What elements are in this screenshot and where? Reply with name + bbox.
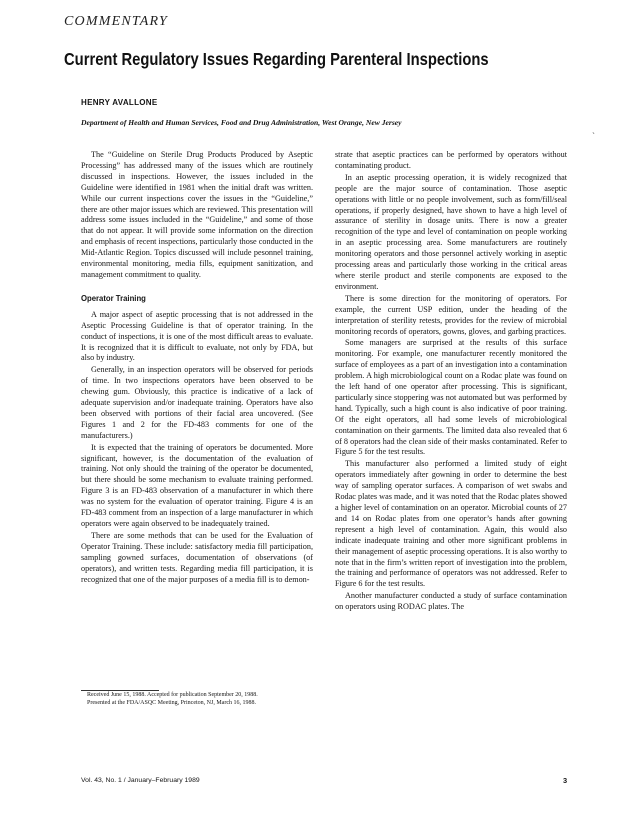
body-paragraph: In an aseptic processing operation, it is widely recognized that people are the major source of contamination. Those aseptic operations with little or no people involvement, such as form/fill/seal operations, if properly designed, have shown to have a high level of assurance of sterility in dosage units. There is now a greater recognition of the type and level of contamination on people working in an aseptic processing area. Some manufacturers are routinely monitoring operators and those personnel actively working in aseptic processing areas and particularly those working in the critical areas where sterile product and sterile components are exposed to the environment. [335,172,567,291]
body-paragraph: It is expected that the training of operators be documented. More significant, however, is the documentation of the evaluation of training. Not only should the training of the operator be documented, but there should be some mechanism to evaluate training performed. Figure 3 is an FD-483 observation of a manufacturer in which there was no system for the evaluation of operator training. Figure 4 is an FD-483 comment from an inspection of a large manufacturer in which operators were again observed to be inadequately trained. [81,442,313,528]
margin-mark: ˎ [592,124,595,134]
footnote-presented: Presented at the FDA/ASQC Meeting, Princeton, NJ, March 16, 1988. [87,699,256,706]
intro-paragraph: The “Guideline on Sterile Drug Products Produced by Aseptic Processing” has addressed many of the issues which are routinely discussed in inspections. However, the issues included in the Guideline were identified in 1981 when the initial draft was written. While our current inspections cover the issues in the “Guideline,” there are other major issues which are reviewed. This presentation will address some issues included in the “Guideline,” and some of those that do not appear. It will provide some information on the direction and emphasis of recent inspections, particularly those conducted in the Mid-Atlantic Region. Topics discussed will include pesonnel training, environmental monitoring, media fills, equipment sanitization, and management commitment to quality. [81,150,313,279]
footnotes [81,692,313,707]
left-column [81,150,313,586]
footnote-received: Received June 15, 1988. Accepted for publication September 20, 1988. [87,692,258,698]
body-paragraph: A major aspect of aseptic processing that is not addressed in the Aseptic Processing Guideline is that of operator training. In the conduct of inspections, it is one of the most difficult areas to evaluate. It is recognized that it is difficult to evaluate, not only by FDA, but also by industry. [81,309,313,363]
section-tag: COMMENTARY [64,14,169,29]
body-paragraph: There are some methods that can be used for the Evaluation of Operator Training. These include: satisfactory media fill participation, sampling gowned surfaces, documentation of observations (of operators), and written tests. Regarding media fill participation, it is recognized that one of the major purposes of a media fill is to demon- [81,530,313,584]
body-paragraph: Some managers are surprised at the results of this surface monitoring. For example, one manufacturer recently monitored the surface of employees as a part of an investigation into a contamination problem. A high microbiological count on a Rodac plate was found on the left hand of one operator after processing. This is significant, particularly since stoppering was not automated but was performed by hand. Typically, such a high count is also indicative of poor training. Of the eight operators, all had some levels of microbiological contamination on their garments. The limited data also revealed that 6 of 8 operators had the clean side of their masks contaminated. Refer to Figure 5 for the test results. [335,338,567,457]
author-name: HENRY AVALLONE [81,98,158,107]
page-number: 3 [563,776,568,785]
article-title: Current Regulatory Issues Regarding Parenteral Inspections [64,49,489,69]
body-paragraph: There is some direction for the monitoring of operators. For example, the current USP edition, under the heading of the interpretation of sterility retests, provides for the review of microbial monitoring records of operators, gowns, gloves, and garbing practices. [335,293,567,336]
body-paragraph-continued: strate that aseptic practices can be performed by operators without contaminating product. [335,150,567,170]
journal-issue-footer: Vol. 43, No. 1 / January–February 1989 [81,777,200,784]
right-column [335,150,567,614]
body-paragraph: Another manufacturer conducted a study of surface contamination on operators using RODAC plates. The [335,591,567,612]
body-paragraph: Generally, in an inspection operators will be observed for periods of time. In two inspections operators have been observed to be chewing gum. Obviously, this practice is indicative of a lack of adequate supervision and/or inadequate training. Operators have also been observed with portions of their facial area uncovered. (See Figures 1 and 2 for the FD-483 comments for one of the manufacturers.) [81,365,313,440]
author-affiliation: Department of Health and Human Services, Food and Drug Administration, West Orange, New Jersey [81,118,402,127]
section-heading-operator-training: Operator Training [81,292,146,303]
footnote-divider [81,690,159,691]
body-paragraph: This manufacturer also performed a limited study of eight operators immediately after gowning in order to determine the best way of sampling operator surfaces. A comparison of wet swabs and Rodac plates was made, and it was noted that the Rodac plates showed a higher level of contamination on an operator. Microbial counts of 27 and 14 on Rodac plates from one operator’s hands after gowning represent a high level of contamination. Again, this would also indicate inadequate training and other more significant problems in their management of aseptic processing operations. It is also worthy to note that in the firm’s written report of investigation into the problem, the training and performance of operators was not addressed. Refer to Figure 6 for the test results. [335,459,567,589]
